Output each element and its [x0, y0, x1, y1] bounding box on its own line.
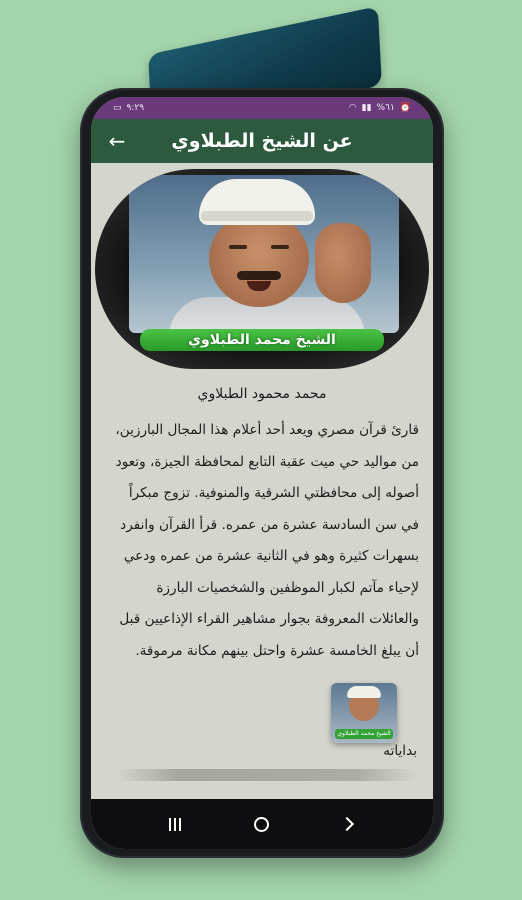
wifi-icon: ◠ — [348, 102, 357, 113]
signal-icon: ▮▮ — [361, 102, 372, 113]
app-bar — [91, 119, 433, 163]
biography-text: قارئ قرآن مصري ويعد أحد أعلام هذا المجال البارزين، من مواليد حي ميت عقبة التابع لمحافظة الجيزة، وتعود أصوله إلى محافظتي الشرقية والمنوفية. تزوج مبكراً في سن السادسة عشرة من عمره. قرأ القرآن وانفرد بسهرات كثيرة وهو في الثانية عشرة من عمره ودعي لإحياء مآتم لكبار الموظفين والشخصيات البارزة والعائلات المعروفة بجوار مشاهير القراء الإذاعيين قبل أن يبلغ الخامسة عشرة واحتل بينهم مكانة مرموقة. — [115, 422, 419, 659]
back-button[interactable] — [329, 809, 369, 839]
navigation-bar — [91, 799, 433, 849]
cut-off-text-line — [117, 769, 417, 781]
back-arrow-icon[interactable]: ← — [108, 129, 126, 153]
photo-moustache — [237, 271, 281, 280]
photo-hand — [315, 223, 371, 303]
photo-face — [209, 215, 309, 307]
pip-cap — [347, 686, 381, 698]
banner-label: الشيخ محمد الطبلاوي — [140, 329, 384, 351]
recents-icon — [169, 818, 181, 831]
recents-button[interactable] — [155, 809, 195, 839]
page-title: عن الشيخ الطبلاوي — [171, 130, 353, 152]
status-bar — [91, 97, 433, 119]
status-left — [113, 103, 144, 113]
home-button[interactable] — [242, 809, 282, 839]
status-right — [349, 103, 411, 113]
pip-label: الشيخ محمد الطبلاوي — [335, 729, 393, 739]
home-icon — [254, 817, 269, 832]
status-time: ٩:٢٩ — [126, 103, 145, 113]
section-heading: بداياته — [383, 743, 417, 759]
chevron-right-icon — [340, 817, 354, 831]
phone-screen — [91, 97, 433, 849]
content-area[interactable] — [91, 163, 433, 799]
sheikh-photo — [129, 175, 399, 333]
photo-eye-right — [271, 245, 289, 249]
floating-video-thumbnail[interactable] — [331, 683, 397, 743]
phone-frame — [80, 88, 444, 858]
alarm-icon: ⏰ — [399, 102, 411, 113]
battery-percent: %٦١ — [376, 103, 395, 113]
photo-eye-left — [229, 245, 247, 249]
photo-cap-band — [201, 211, 313, 221]
sheikh-banner — [95, 169, 429, 369]
battery-icon: ▭ — [113, 102, 122, 113]
sheikh-full-name: محمد محمود الطبلاوي — [197, 386, 327, 402]
